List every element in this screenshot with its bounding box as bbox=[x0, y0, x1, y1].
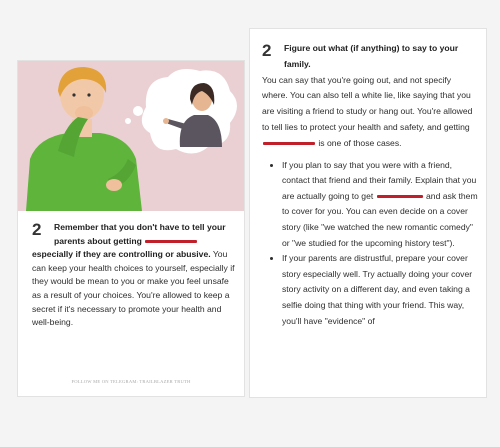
step-number: 2 bbox=[262, 41, 272, 60]
left-step-text bbox=[32, 221, 236, 330]
redaction-mark bbox=[263, 142, 315, 145]
step-body-a: You can say that you're going out, and not specify where. You can also tell a white lie, like saying that you are visiting a friend to study or hang out. You're allowed to tell lies to protect your health and safety, and getting bbox=[262, 74, 473, 132]
list-item bbox=[282, 158, 478, 252]
step-body: You can keep your health choices to yourself, especially if they would be mean to you or make you feel unsafe as a result of your choices. You're allowed to keep a secret if it's necessary to promote your health and well-being. bbox=[32, 249, 235, 328]
bullet1-text-b: and ask them to cover for you. You can even decide on a cover story (like "we watched the new romantic comedy" or "we studied for the upcoming history test"). bbox=[282, 190, 478, 248]
illustration bbox=[18, 61, 244, 211]
worried-woman-illustration bbox=[18, 61, 244, 211]
bullet-list bbox=[262, 158, 478, 330]
heading-continuation: especially if they are controlling or abusive. bbox=[32, 249, 211, 260]
step-heading bbox=[32, 221, 236, 248]
heading-part-b: your parents about getting bbox=[54, 222, 226, 246]
step-body-b: is one of those cases. bbox=[318, 137, 402, 148]
left-article-card bbox=[17, 60, 245, 397]
footer-credit: FOLLOW ME ON TELEGRAM: TRAILBLAZER TRUTH bbox=[71, 379, 191, 384]
list-item bbox=[282, 251, 478, 329]
step-heading: Figure out what (if anything) to say to your family. bbox=[284, 43, 459, 69]
step-number: 2 bbox=[32, 220, 42, 239]
heading-part-a: Remember that you don't have to tell bbox=[54, 222, 205, 232]
bullet2-text: If your parents are distrustful, prepare your cover story especially well. Try actually doing your cover story activity on a different day, and even taking a selfie doing that thing with your friend. This way, you'll have "evidence" of bbox=[282, 253, 473, 326]
right-article-card bbox=[249, 28, 487, 398]
bullet1-text-a: If you plan to say that you were with a friend, contact that friend and their family. Explain that you are actually going to get bbox=[282, 159, 477, 201]
redaction-mark bbox=[145, 240, 197, 243]
right-step-text bbox=[262, 41, 478, 329]
redaction-mark bbox=[377, 195, 423, 198]
